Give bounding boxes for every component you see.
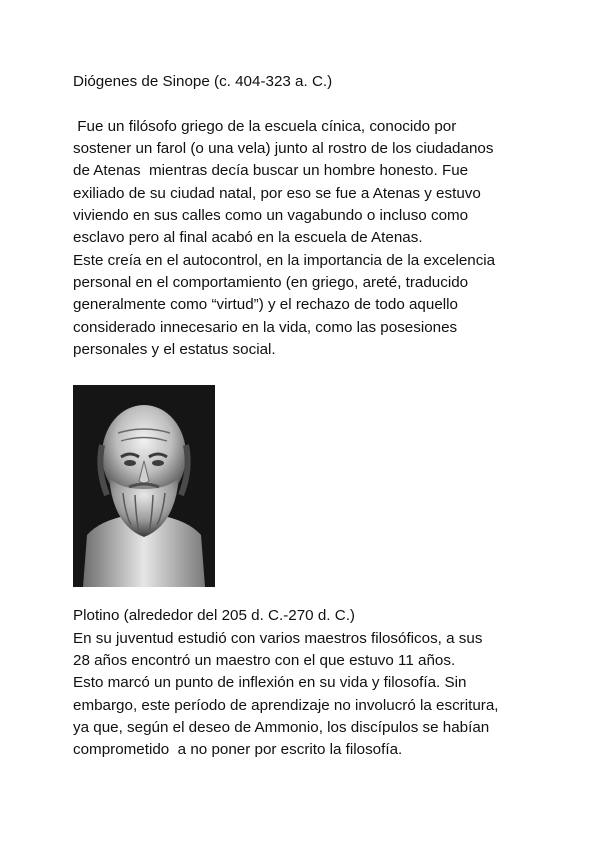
diogenes-paragraph-line: de Atenas mientras decía buscar un hombre honesto. Fue [73, 162, 469, 179]
plotino-paragraph-line: 28 años encontró un maestro con el que estuvo 11 años. [73, 652, 456, 669]
plotino-heading: Plotino (alrededor del 205 d. C.-270 d. C.) [73, 607, 355, 624]
diogenes-heading: Diógenes de Sinope (c. 404-323 a. C.) [73, 73, 333, 90]
plotino-paragraph-line: ya que, según el deseo de Ammonio, los discípulos se habían [73, 719, 490, 736]
diogenes-paragraph-line: considerado innecesario en la vida, como las posesiones [73, 319, 458, 336]
plotino-paragraph-line: Esto marcó un punto de inflexión en su vida y filosofía. Sin [73, 674, 467, 691]
marble-bust-photo [73, 385, 215, 587]
diogenes-paragraph-line: generalmente como “virtud”) y el rechazo de todo aquello [73, 296, 458, 313]
plotino-paragraph-line: En su juventud estudió con varios maestros filosóficos, a sus [73, 630, 483, 647]
diogenes-paragraph-line: personales y el estatus social. [73, 341, 276, 358]
diogenes-paragraph-line: esclavo pero al final acabó en la escuela de Atenas. [73, 229, 423, 246]
plotino-paragraph-line: comprometido a no poner por escrito la filosofía. [73, 741, 403, 758]
diogenes-paragraph-line: personal en el comportamiento (en griego, areté, traducido [73, 274, 469, 291]
diogenes-paragraph-line: exiliado de su ciudad natal, por eso se fue a Atenas y estuvo [73, 185, 481, 202]
diogenes-paragraph-line: Fue un filósofo griego de la escuela cínica, conocido por [73, 118, 457, 135]
plotino-paragraph-line: embargo, este período de aprendizaje no involucró la escritura, [73, 697, 499, 714]
diogenes-paragraph-line: Este creía en el autocontrol, en la importancia de la excelencia [73, 252, 496, 269]
diogenes-paragraph-line: sostener un farol (o una vela) junto al rostro de los ciudadanos [73, 140, 494, 157]
diogenes-paragraph-line: viviendo en sus calles como un vagabundo o incluso como [73, 207, 469, 224]
